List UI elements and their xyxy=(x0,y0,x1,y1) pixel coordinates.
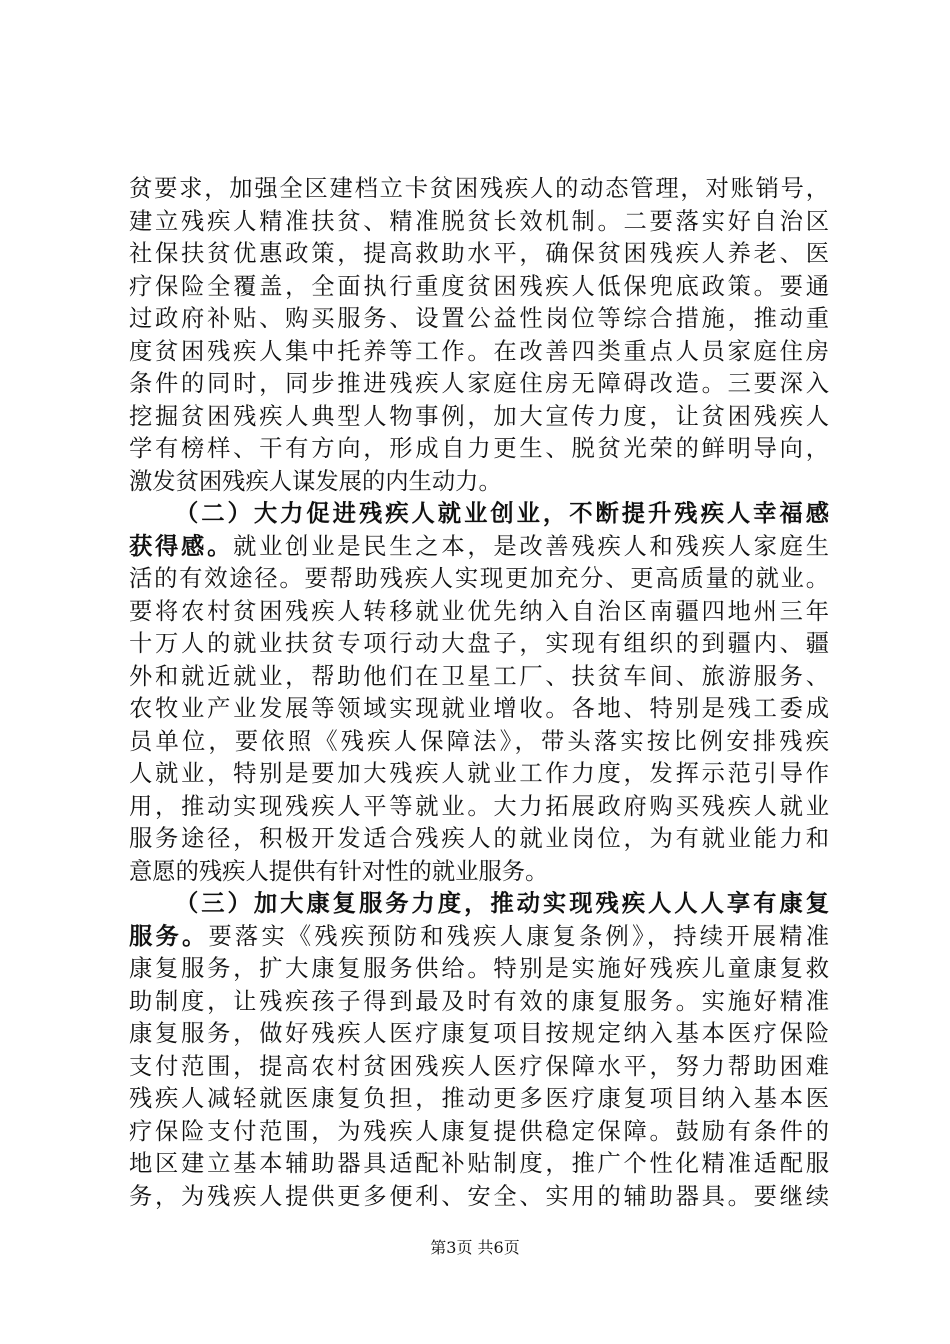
paragraph-text: 就业创业是民生之本，是改善残疾人和残疾人家庭生 xyxy=(233,532,830,560)
text-line xyxy=(129,1148,829,1181)
text-line xyxy=(129,271,829,304)
paragraph-text: 员单位，要依照《残疾人保障法》，带头落实按比例安排残疾 xyxy=(129,727,829,755)
text-line xyxy=(129,368,829,401)
text-line xyxy=(129,466,829,499)
text-line xyxy=(129,1116,829,1149)
text-line xyxy=(129,303,829,336)
text-line xyxy=(129,628,829,661)
document-body xyxy=(129,173,829,1213)
bold-heading-text: 获得感。 xyxy=(129,532,234,560)
paragraph-text: 疗保险全覆盖，全面执行重度贫困残疾人低保兜底政策。要通 xyxy=(129,272,829,300)
paragraph-text: 农牧业产业发展等领域实现就业增收。各地、特别是残工委成 xyxy=(129,695,829,722)
paragraph-text: 激发贫困残疾人谋发展的内生动力。 xyxy=(129,467,502,495)
paragraph-text: 建立残疾人精准扶贫、精准脱贫长效机制。二要落实好自治区 xyxy=(129,207,829,235)
text-line xyxy=(129,206,829,239)
paragraph-text: 务，为残疾人提供更多便利、安全、实用的辅助器具。要继续 xyxy=(129,1182,829,1210)
paragraph-text: 用，推动实现残疾人平等就业。大力拓展政府购买残疾人就业 xyxy=(129,792,829,820)
paragraph-text: 服务途径，积极开发适合残疾人的就业岗位，为有就业能力和 xyxy=(129,825,829,852)
text-line xyxy=(129,693,829,726)
text-line xyxy=(129,791,829,824)
text-line xyxy=(129,563,829,596)
text-line xyxy=(129,173,829,206)
text-line xyxy=(129,856,829,889)
paragraph-text: 要落实《残疾预防和残疾人康复条例》，持续开展精准 xyxy=(208,922,830,950)
paragraph-text: 要将农村贫困残疾人转移就业优先纳入自治区南疆四地州三年 xyxy=(129,597,829,625)
paragraph-text: 残疾人减轻就医康复负担，推动更多医疗康复项目纳入基本医 xyxy=(129,1085,829,1112)
paragraph-text: 人就业，特别是要加大残疾人就业工作力度，发挥示范引导作 xyxy=(129,760,829,787)
page-footer: 第3页 共6页 xyxy=(430,1238,520,1257)
paragraph-text: 条件的同时，同步推进残疾人家庭住房无障碍改造。三要深入 xyxy=(129,370,829,397)
text-line xyxy=(129,823,829,856)
paragraph-text: 康复服务，扩大康复服务供给。特别是实施好残疾儿童康复救 xyxy=(129,955,829,982)
paragraph-text: 助制度，让残疾孩子得到最及时有效的康复服务。实施好精准 xyxy=(129,987,829,1015)
paragraph-text: 外和就近就业，帮助他们在卫星工厂、扶贫车间、旅游服务、 xyxy=(129,662,829,690)
text-line xyxy=(129,1083,829,1116)
bold-heading-text: （三）加大康复服务力度，推动实现残疾人人人享有康复 xyxy=(175,890,829,917)
text-line xyxy=(129,888,829,921)
paragraph-text: 社保扶贫优惠政策，提高救助水平，确保贫困残疾人养老、医 xyxy=(129,240,829,267)
paragraph-text: 过政府补贴、购买服务、设置公益性岗位等综合措施，推动重 xyxy=(129,305,829,332)
text-line xyxy=(129,1181,829,1214)
text-line xyxy=(129,336,829,369)
bold-heading-text: 服务。 xyxy=(129,922,209,950)
paragraph-text: 康复服务，做好残疾人医疗康复项目按规定纳入基本医疗保险 xyxy=(129,1020,829,1047)
text-line xyxy=(129,758,829,791)
text-line xyxy=(129,433,829,466)
text-line xyxy=(129,921,829,954)
text-line xyxy=(129,661,829,694)
text-line xyxy=(129,986,829,1019)
paragraph-text: 十万人的就业扶贫专项行动大盘子，实现有组织的到疆内、疆 xyxy=(129,630,829,657)
text-line xyxy=(129,531,829,564)
paragraph-text: 支付范围，提高农村贫困残疾人医疗保障水平，努力帮助困难 xyxy=(129,1052,829,1080)
paragraph-text: 意愿的残疾人提供有针对性的就业服务。 xyxy=(129,857,549,885)
paragraph-text: 挖掘贫困残疾人典型人物事例，加大宣传力度，让贫困残疾人 xyxy=(129,402,829,430)
paragraph-text: 学有榜样、干有方向，形成自力更生、脱贫光荣的鲜明导向， xyxy=(129,435,829,462)
text-line xyxy=(129,401,829,434)
paragraph-text: 地区建立基本辅助器具适配补贴制度，推广个性化精准适配服 xyxy=(129,1150,829,1177)
paragraph-text: 贫要求，加强全区建档立卡贫困残疾人的动态管理，对账销号， xyxy=(129,175,829,202)
text-line xyxy=(129,953,829,986)
text-line xyxy=(129,238,829,271)
text-line xyxy=(129,1051,829,1084)
text-line xyxy=(129,498,829,531)
bold-heading-text: （二）大力促进残疾人就业创业，不断提升残疾人幸福感 xyxy=(175,500,829,527)
paragraph-text: 度贫困残疾人集中托养等工作。在改善四类重点人员家庭住房 xyxy=(129,337,829,365)
text-line xyxy=(129,596,829,629)
paragraph-text: 活的有效途径。要帮助残疾人实现更加充分、更高质量的就业。 xyxy=(129,565,829,592)
paragraph-text: 疗保险支付范围，为残疾人康复提供稳定保障。鼓励有条件的 xyxy=(129,1117,829,1145)
text-line xyxy=(129,1018,829,1051)
text-line xyxy=(129,726,829,759)
